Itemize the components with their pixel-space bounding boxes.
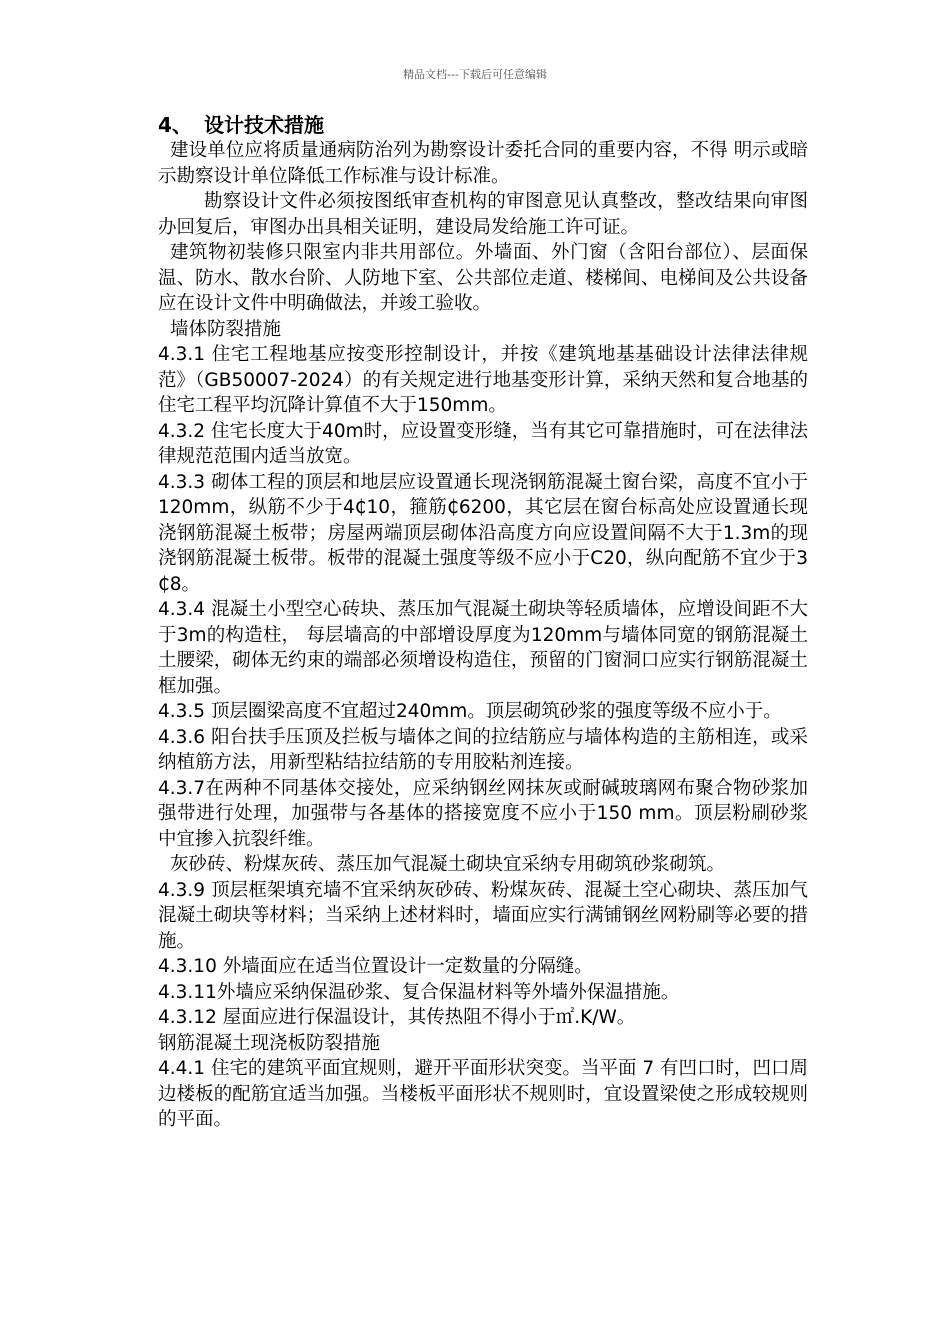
item-4-3-4: 4.3.4 混凝土小型空心砖块、蒸压加气混凝土砌块等轻质墙体，应增设间距不大于3m的构造柱， 每层墙高的中部增设厚度为120mm与墙体同宽的钢筋混凝土土腰梁，砌体无约束的端部必须增设构造住，预留的门窗洞口应实行钢筋混凝土框加强。 bbox=[158, 599, 808, 697]
document-body bbox=[158, 112, 808, 1133]
page-header: 精品文档---下载后可任意编辑 bbox=[403, 68, 547, 81]
subsection-title-wall: 墙体防裂措施 bbox=[170, 318, 282, 340]
item-4-3-10: 4.3.10 外墙面应在适当位置设计一定数量的分隔缝。 bbox=[158, 956, 593, 977]
heading-title: 设计技术措施 bbox=[204, 113, 324, 137]
heading-number: 4、 bbox=[158, 113, 192, 137]
paragraph-review: 勘察设计文件必须按图纸审查机构的审图意见认真整改，整改结果向审图办回复后，审图办出具相关证明，建设局发给施工许可证。 bbox=[158, 191, 808, 238]
subsection-title-slab: 钢筋混凝土现浇板防裂措施 bbox=[158, 1032, 381, 1054]
section-heading bbox=[158, 112, 808, 138]
item-4-3-7: 4.3.7在两种不同基体交接处，应采纳钢丝网抹灰或耐碱玻璃网布聚合物砂浆加强带进行处理，加强带与各基体的搭接宽度不应小于150 mm。顶层粉刷砂浆中宜掺入抗裂纤维。 bbox=[158, 777, 808, 850]
item-4-3-9: 4.3.9 顶层框架填充墙不宜采纳灰砂砖、粉煤灰砖、混凝土空心砌块、蒸压加气混凝土砌块等材料；当采纳上述材料时，墙面应实行满铺钢丝网粉刷等必要的措施。 bbox=[158, 879, 808, 952]
item-4-3-1: 4.3.1 住宅工程地基应按变形控制设计，并按《建筑地基基础设计法律法律规范》（GB50007-2024）的有关规定进行地基变形计算，采纳天然和复合地基的住宅工程平均沉降计算值不大于150mm。 bbox=[158, 344, 808, 416]
item-4-3-3: 4.3.3 砌体工程的顶层和地层应设置通长现浇钢筋混凝土窗台梁，高度不宜小于120mm，纵筋不少于4₵10，箍筋₵6200，其它层在窗台标高处应设置通长现浇钢筋混凝土板带；房屋两端顶层砌体沿高度方向应设置间隔不大于1.3m的现浇钢筋混凝土板带。板带的混凝土强度等级不应小于C20，纵向配筋不宜少于3₵8。 bbox=[158, 471, 808, 595]
item-4-4-1: 4.4.1 住宅的建筑平面宜规则，避开平面形状突变。当平面 7 有凹口时，凹口周边楼板的配筋宜适当加强。当楼板平面形状不规则时，宜设置梁使之形成较规则的平面。 bbox=[158, 1058, 808, 1130]
item-masonry-mortar: 灰砂砖、粉煤灰砖、蒸压加气混凝土砌块宜采纳专用砌筑砂浆砌筑。 bbox=[170, 854, 726, 875]
item-4-3-5: 4.3.5 顶层圈梁高度不宜超过240mm。顶层砌筑砂浆的强度等级不应小于。 bbox=[158, 701, 782, 722]
paragraph-decoration: 建筑物初装修只限室内非共用部位。外墙面、外门窗（含阳台部位）、层面保温、防水、散水台阶、人防地下室、公共部位走道、楼梯间、电梯间及公共设备应在设计文件中明确做法，并竣工验收。 bbox=[158, 242, 808, 314]
item-4-3-12: 4.3.12 屋面应进行保温设计，其传热阻不得小于㎡.K/W。 bbox=[158, 1007, 636, 1028]
item-4-3-11: 4.3.11外墙应采纳保温砂浆、复合保温材料等外墙外保温措施。 bbox=[158, 981, 680, 1003]
item-4-3-2: 4.3.2 住宅长度大于40m时，应设置变形缝，当有其它可靠措施时，可在法律法律规范范围内适当放宽。 bbox=[158, 420, 808, 467]
item-4-3-6: 4.3.6 阳台扶手压顶及拦板与墙体之间的拉结筋应与墙体构造的主筋相连，或采纳植筋方法，用新型粘结拉结筋的专用胶粘剂连接。 bbox=[158, 726, 808, 773]
paragraph-contract: 建设单位应将质量通病防治列为勘察设计委托合同的重要内容，不得 明示或暗示勘察设计单位降低工作标准与设计标准。 bbox=[158, 140, 808, 187]
